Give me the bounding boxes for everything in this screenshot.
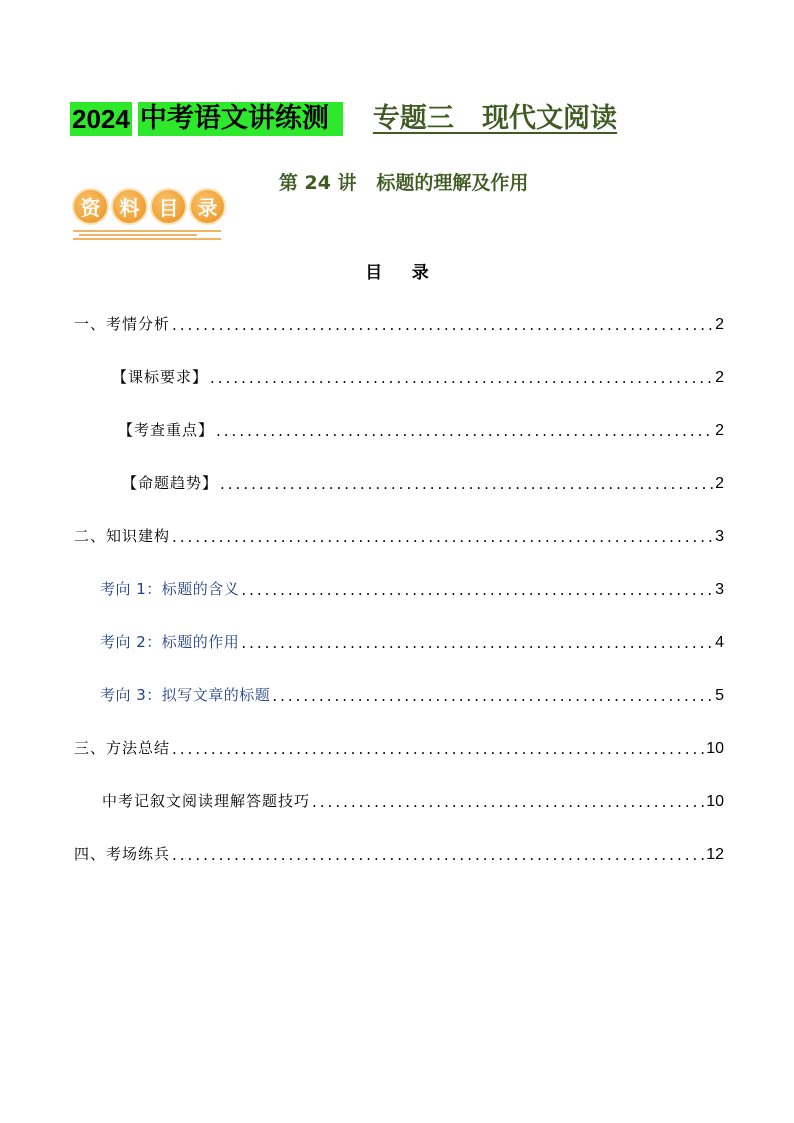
title-year: 2024 [72,104,130,134]
toc-entry-label: 二、知识建构 [74,527,171,545]
toc-entry[interactable] [100,628,724,652]
title-topic: 专题三 现代文阅读 [372,103,618,134]
toc-leader-dots [172,846,704,864]
toc-entry-label: 四、考场练兵 [74,845,171,863]
toc-leader-dots [210,369,713,387]
toc-entry-label: 一、考情分析 [74,315,171,333]
toc-entry-label: 考向 3：拟写文章的标题 [100,686,271,704]
toc-entry-page: 2 [715,422,724,439]
toc-entry[interactable] [74,522,724,546]
badge-char: 目 [150,188,187,225]
badge-underline [73,230,221,242]
toc-entry[interactable] [102,787,724,811]
toc-leader-dots [172,316,713,334]
toc-heading: 目 录 [365,263,429,283]
toc-entry-label: 【考查重点】 [118,421,215,439]
toc-entry[interactable] [74,840,724,864]
toc-entry[interactable] [118,416,724,440]
toc-entry[interactable] [74,734,724,758]
toc-leader-dots [241,634,713,652]
contents-badge [72,188,226,225]
toc-leader-dots [216,422,713,440]
toc-entry-page: 10 [706,793,724,810]
toc-entry-page: 2 [715,369,724,386]
toc-entry[interactable] [112,363,724,387]
toc-entry-label: 考向 1：标题的含义 [100,580,240,598]
toc-leader-dots [312,793,704,811]
badge-char: 录 [189,188,226,225]
toc-leader-dots [172,528,713,546]
toc-entry-page: 12 [706,846,724,863]
toc-entry[interactable] [74,310,724,334]
badge-char: 料 [111,188,148,225]
toc-entry-label: 三、方法总结 [74,739,171,757]
toc-entry-page: 4 [715,634,724,651]
toc-leader-dots [172,740,704,758]
toc-entry-label: 考向 2：标题的作用 [100,633,240,651]
toc-entry-page: 2 [715,316,724,333]
toc-entry-label: 【课标要求】 [112,368,209,386]
toc-entry-page: 3 [715,528,724,545]
document-title [70,96,617,136]
title-series: 中考语文讲练测 [138,102,343,136]
toc-entry-page: 2 [715,475,724,492]
toc-entry[interactable] [100,575,724,599]
toc-entry-label: 【命题趋势】 [122,474,219,492]
toc-entry-page: 3 [715,581,724,598]
toc-entry-page: 5 [715,687,724,704]
toc-entry[interactable] [122,469,724,493]
toc-entry-label: 中考记叙文阅读理解答题技巧 [102,792,311,810]
toc-leader-dots [241,581,713,599]
toc-leader-dots [272,687,713,705]
toc-leader-dots [220,475,713,493]
lecture-text: 第 24 讲 标题的理解及作用 [278,172,529,194]
toc-entry-page: 10 [706,740,724,757]
badge-char: 资 [72,188,109,225]
toc-entry[interactable] [100,681,724,705]
